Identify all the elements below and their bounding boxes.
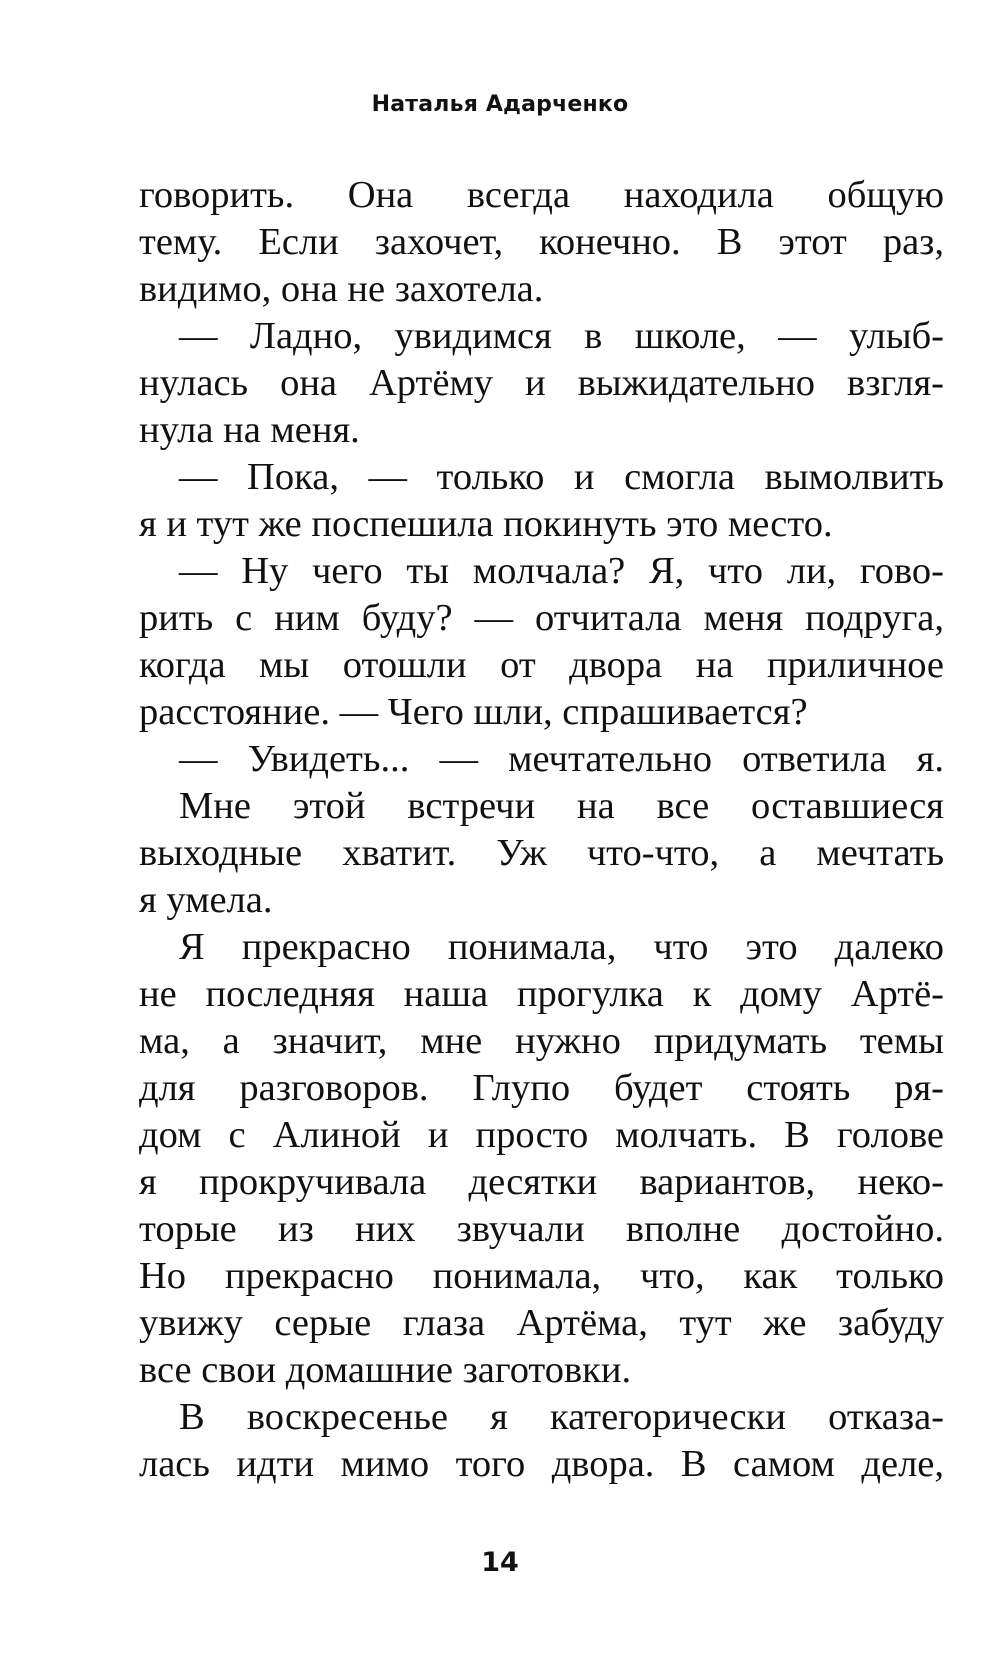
- text-line: тему. Если захочет, конечно. В этот раз,: [139, 221, 944, 263]
- text-line: выходные хватит. Уж что-что, а мечтать: [139, 832, 944, 874]
- text-line: В воскресенье я категорически отказа-: [179, 1396, 944, 1438]
- text-line: лась идти мимо того двора. В самом деле,: [139, 1443, 944, 1485]
- text-line: не последняя наша прогулка к дому Артё-: [139, 973, 944, 1015]
- text-line: Но прекрасно понимала, что, как только: [139, 1255, 944, 1297]
- text-line: нула на меня.: [139, 409, 360, 451]
- text-line: видимо, она не захотела.: [139, 268, 544, 310]
- text-line: я прокручивала десятки вариантов, неко-: [139, 1161, 944, 1203]
- text-line: когда мы отошли от двора на приличное: [139, 644, 944, 686]
- text-line: — Пока, — только и смогла вымолвить: [179, 456, 944, 498]
- page-number: 14: [481, 1547, 519, 1578]
- text-line: торые из них звучали вполне достойно.: [139, 1208, 944, 1250]
- text-line: — Увидеть... — мечтательно ответила я.: [179, 738, 944, 780]
- text-line: я и тут же поспешила покинуть это место.: [139, 503, 833, 545]
- text-line: все свои домашние заготовки.: [139, 1349, 632, 1391]
- text-line: ма, а значит, мне нужно придумать темы: [139, 1020, 944, 1062]
- text-line: нулась она Артёму и выжидательно взгля-: [139, 362, 944, 404]
- text-line: расстояние. — Чего шли, спрашивается?: [139, 691, 808, 733]
- text-line: Мне этой встречи на все оставшиеся: [179, 785, 944, 827]
- text-line: — Ладно, увидимся в школе, — улыб-: [179, 315, 944, 357]
- text-line: дом с Алиной и просто молчать. В голове: [139, 1114, 944, 1156]
- text-line: — Ну чего ты молчала? Я, что ли, гово-: [179, 550, 944, 592]
- running-head-author: Наталья Адарченко: [371, 92, 629, 117]
- text-line: рить с ним буду? — отчитала меня подруга,: [139, 597, 944, 639]
- text-line: я умела.: [139, 879, 273, 921]
- text-line: для разговоров. Глупо будет стоять ря-: [139, 1067, 944, 1109]
- body-text: [139, 172, 944, 1488]
- text-line: Я прекрасно понимала, что это далеко: [179, 926, 944, 968]
- text-line: говорить. Она всегда находила общую: [139, 174, 944, 216]
- text-line: увижу серые глаза Артёма, тут же забуду: [139, 1302, 944, 1344]
